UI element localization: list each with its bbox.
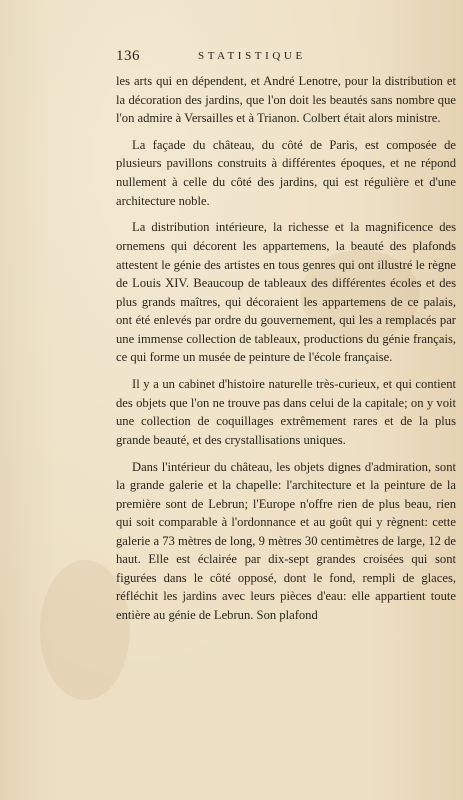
running-head: STATISTIQUE bbox=[198, 50, 306, 62]
paragraph: La distribution intérieure, la richesse et la magnificence des ornemens qui décorent les appartemens, la beauté des plafonds attestent le génie des artistes en tous genres qui ont illustré le règne de Louis XIV. Beaucoup de tableaux des différentes écoles et des plus grands maîtres, qui décoraient les appartemens de ce palais, ont été enlevés par ordre du gouvernement, qui les a remplacés par une immense collection de tableaux, productions du génie français, ce qui forme un musée de peinture de l'école française. bbox=[116, 220, 456, 365]
body-text bbox=[116, 72, 456, 625]
page-number: 136 bbox=[116, 48, 140, 64]
paragraph: Dans l'intérieur du château, les objets dignes d'admiration, sont la grande galerie et la chapelle: l'architecture et la peinture de la première sont de Lebrun; l'Europe n'offre rien de plus beau, rien qui soit comparable à l'ordonnance et au goût qui y règnent: cette galerie a 73 mètres de long, 9 mètres 30 centimètres de large, 12 de haut. Elle est éclairée par dix-sept grandes croisées qui sont figurées dans le côté opposé, dont le fond, rempli de glaces, réfléchit les jardins avec leurs pièces d'eau: elle appartient toute entière au génie de Lebrun. Son plafond bbox=[116, 459, 456, 622]
page-header bbox=[116, 48, 462, 64]
paragraph: Il y a un cabinet d'histoire naturelle très-curieux, et qui contient des objets que l'on ne trouve pas dans celui de la capitale; on y voit une collection de coquillages extrêmement rares et de la plus grande beauté, et des crystallisations uniques. bbox=[116, 377, 456, 447]
paragraph: les arts qui en dépendent, et André Lenotre, pour la distribution et la décoration des jardins, que l'on doit les beautés sans nombre que l'on admire à Versailles et à Trianon. Colbert était alors ministre. bbox=[116, 74, 456, 126]
paragraph: La façade du château, du côté de Paris, est composée de plusieurs pavillons construits à différentes époques, et ne répond nullement à celle du côté des jardins, qui est régulière et d'une architecture noble. bbox=[116, 137, 456, 208]
